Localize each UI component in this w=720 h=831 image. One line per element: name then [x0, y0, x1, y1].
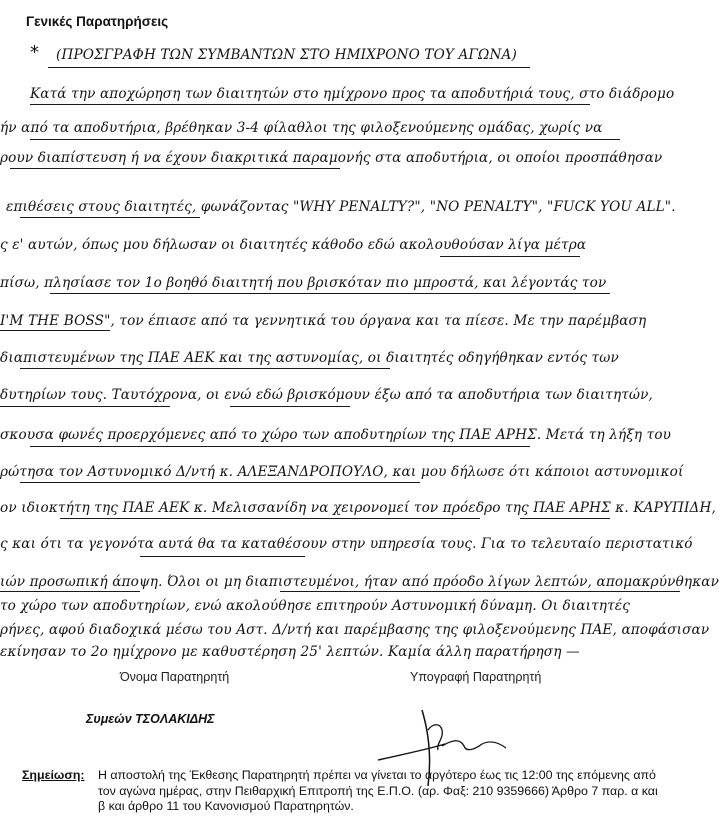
underline: [30, 139, 620, 140]
handwritten-text: (ΠΡΟΣΓΡΑΦΗ ΤΩΝ ΣΥΜΒΑΝΤΩΝ ΣΤΟ ΗΜΙΧΡΟΝΟ ΤΟΥ ΑΓΩΝΑ): [56, 47, 517, 63]
underline: [140, 556, 305, 557]
handwritten-text: ς ε' αυτών, όπως μου δήλωσαν οι διαιτητές κάθοδο εδώ ακολουθούσαν λίγα μέτρα: [0, 237, 587, 253]
handwritten-text: Κατά την αποχώρηση των διαιτητών στο ημίχρονο προς τα αποδυτήριά τους, στο διάδρομο: [30, 86, 675, 102]
handwritten-text: ον ιδιοκτήτη της ΠΑΕ ΑΕΚ κ. Μελισσανίδη να χειρονομεί τον πρόεδρο της ΠΑΕ ΑΡΗΣ κ. ΚΑΡΥΠΙΔΗ,: [0, 500, 716, 516]
handwritten-text: πίσω, πλησίασε τον 1ο βοηθό διαιτητή που βρισκόταν πιο μπροστά, και λέγοντάς τον: [0, 275, 607, 291]
handwritten-line: [0, 83, 720, 109]
handwritten-text: το χώρο των αποδυτηρίων, ενώ ακολούθησε επιτηρούν Αστυνομική δύναμη. Οι διαιτητές: [0, 598, 630, 614]
handwritten-line: [0, 347, 720, 373]
handwritten-line: [0, 497, 720, 523]
underline: [50, 293, 610, 294]
note-text: Η αποστολή της Έκθεσης Παρατηρητή πρέπει να γίνεται το αργότερο έως τις 12:00 της επόμενης από τον αγώνα ημέρας, στην Πειθαρχική Επιτροπή της Ε.Π.Ο. (αρ. Φαξ: 210 9359666) Άρθρο 7 παρ. α και β και άρθρο 11 του Κανονισμού Παρατηρητών.: [98, 768, 658, 813]
handwritten-text: ς και ότι τα γεγονότα αυτά θα τα καταθέσουν στην υπηρεσία τους. Για το τελευταίο περιστατικό: [0, 536, 693, 552]
handwritten-line: [0, 196, 720, 222]
section-heading: Γενικές Παρατηρήσεις: [26, 14, 169, 29]
handwritten-text: σκουσα φωνές προερχόμενες από το χώρο των αποδυτηρίων της ΠΑΕ ΑΡΗΣ. Μετά τη λήξη του: [0, 427, 672, 443]
handwritten-text: ήν από τα αποδυτήρια, βρέθηκαν 3-4 φίλαθλοι της φιλοξενούμενης ομάδας, χωρίς να: [0, 120, 603, 136]
underline: [20, 368, 390, 369]
handwritten-text: ρώτησα τον Αστυνομικό Δ/ντή κ. ΑΛΕΞΑΝΔΡΟΠΟΥΛΟ, και μου δήλωσε ότι κάποιοι αστυνομικοί: [0, 464, 684, 480]
handwritten-text: ρήνες, αφού διαδοχικά μέσω του Αστ. Δ/ντή και παρέμβασης της φιλοξενούμενης ΠΑΕ, αποφάσισαν: [0, 622, 710, 638]
underline: [48, 67, 530, 68]
observer-name: Συμεών ΤΣΟΛΑΚΙΔΗΣ: [86, 712, 215, 726]
handwritten-text: εκίνησαν το 2ο ημίχρονο με καθυστέρηση 25' λεπτών. Καμία άλλη παρατήρηση —: [0, 644, 580, 660]
asterisk-mark: *: [30, 42, 39, 63]
handwritten-text: I'M THE BOSS", τον έπιασε από τα γεννητικά του όργανα και τα πίεσε. Με την παρέμβαση: [0, 313, 647, 329]
signature-label: Υπογραφή Παρατηρητή: [410, 670, 542, 684]
handwritten-text: ιών προσωπική άποψη. Όλοι οι μη διαπιστευμένοι, ήταν από πρόοδο λίγων λεπτών, απομακρύνθηκαν: [0, 574, 720, 590]
handwritten-text: ρουν διαπίστευση ή να έχουν διακριτικά παραμονής στα αποδυτήρια, οι οποίοι προσπάθησαν: [0, 150, 663, 166]
underline: [60, 518, 480, 519]
handwritten-line: [0, 461, 720, 487]
handwritten-line: [0, 595, 720, 621]
underline: [0, 406, 170, 407]
underline: [230, 406, 350, 407]
handwritten-line: [0, 234, 720, 260]
underline: [0, 330, 110, 331]
handwritten-text: διαπιστευμένων της ΠΑΕ ΑΕΚ και της αστυνομίας, οι διαιτητές οδηγήθηκαν εντός των: [0, 350, 619, 366]
underline: [280, 591, 680, 592]
handwritten-line: [0, 272, 720, 298]
underline: [30, 446, 530, 447]
underline: [10, 168, 340, 169]
underline: [20, 482, 420, 483]
underline: [440, 256, 580, 257]
handwritten-line: [0, 571, 720, 597]
handwritten-line: [0, 533, 720, 559]
underline: [520, 518, 610, 519]
handwritten-text: επιθέσεις στους διαιτητές, φωνάζοντας "WHY PENALTY?", "NO PENALTY", "FUCK YOU ALL".: [6, 199, 676, 215]
underline: [0, 591, 140, 592]
handwritten-line: [0, 641, 720, 667]
handwritten-text: δυτηρίων τους. Ταυτόχρονα, οι ενώ εδώ βρισκόμουν έξω από τα αποδυτήρια των διαιτητών,: [0, 387, 654, 403]
underline: [20, 217, 200, 218]
handwritten-line: [0, 310, 720, 336]
underline: [30, 104, 590, 105]
handwritten-line: [0, 147, 720, 173]
note-label: Σημείωση:: [22, 768, 85, 782]
observer-name-label: Όνομα Παρατηρητή: [120, 670, 230, 684]
